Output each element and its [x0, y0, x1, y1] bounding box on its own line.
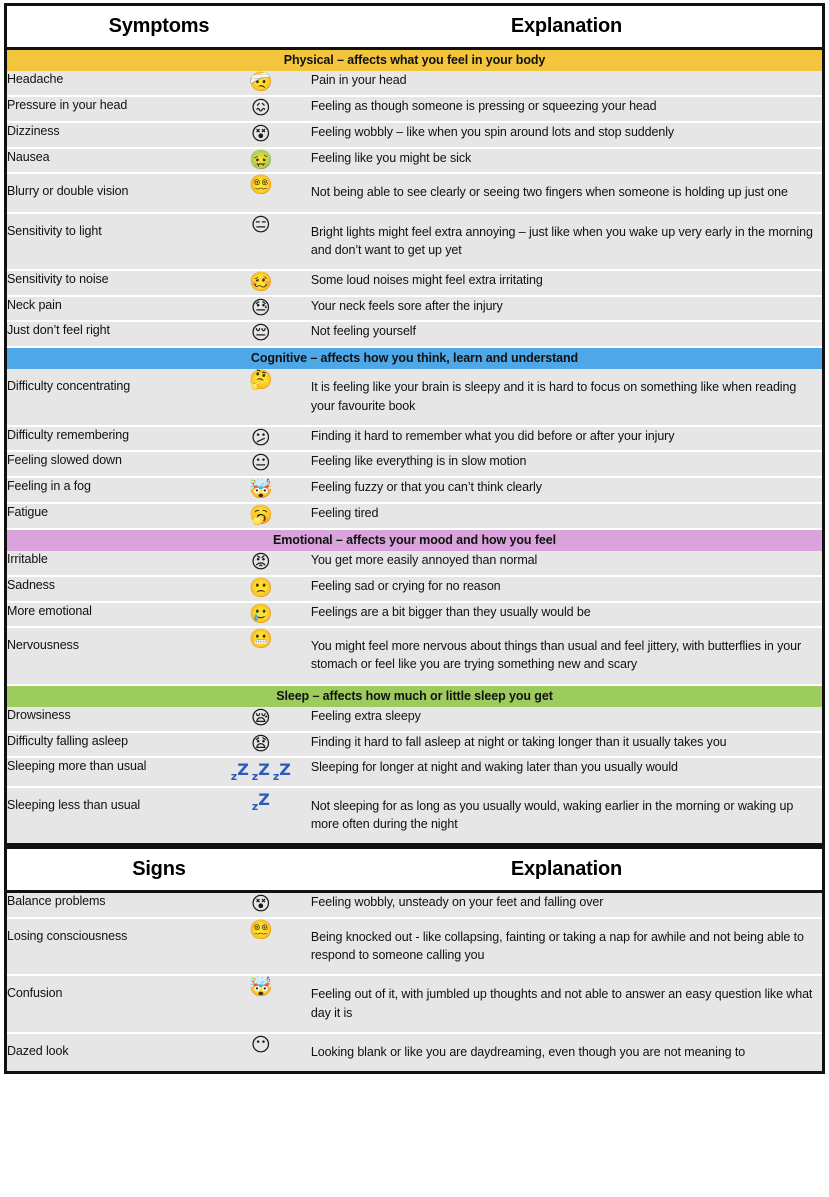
symptom-label: Dizziness: [6, 122, 211, 148]
symptom-explanation: Feeling extra sleepy: [311, 707, 824, 732]
section-band-physical-label: Physical – affects what you feel in your body: [6, 49, 824, 72]
symptoms-header-right-cell: [311, 5, 824, 49]
symptom-label: Sleeping less than usual: [6, 787, 211, 845]
emoji-glyph: 😬: [248, 628, 273, 651]
emoji-glyph: 😶: [250, 1033, 271, 1056]
face-without-mouth-emoji: [211, 1033, 311, 1073]
nauseated-face-emoji: [211, 148, 311, 174]
section-band-cognitive: [6, 347, 824, 369]
section-band-physical: [6, 49, 824, 72]
emoji-glyph: 🤯: [248, 478, 273, 501]
emoji-glyph: 😓: [250, 296, 271, 319]
symptom-label: Difficulty remembering: [6, 426, 211, 452]
symptom-label: Neck pain: [6, 296, 211, 322]
symptom-explanation: Pain in your head: [311, 71, 824, 96]
symptom-explanation: Feeling like you might be sick: [311, 148, 824, 174]
signs-header-row: [6, 848, 824, 892]
emoji-glyph: 😕: [250, 426, 271, 449]
expressionless-face-emoji: [211, 213, 311, 270]
symptom-explanation: Not being able to see clearly or seeing two fingers when someone is holding up just one: [311, 173, 824, 212]
symptom-label: Difficulty falling asleep: [6, 732, 211, 758]
symptom-label: Sadness: [6, 576, 211, 602]
symptom-explanation: Feelings are a bit bigger than they usually would be: [311, 602, 824, 628]
symptom-label: Feeling in a fog: [6, 477, 211, 503]
zzz-glyphs: $z^Z$: [251, 790, 270, 814]
emoji-glyph: 🥱: [248, 503, 273, 526]
sign-label: Dazed look: [6, 1033, 211, 1073]
signs-column-title: Signs: [132, 858, 186, 881]
explanation-column-title: Explanation: [510, 15, 622, 37]
emoji-glyph: 🥲: [248, 602, 273, 625]
emoji-glyph: 🤯: [248, 976, 273, 999]
confounded-face-emoji: [211, 96, 311, 122]
section-band-sleep: [6, 685, 824, 707]
emoji-glyph: 😧: [250, 732, 271, 755]
emoji-glyph: 😵‍💫: [248, 919, 273, 942]
symptom-label: Drowsiness: [6, 707, 211, 732]
exploding-head-emoji: [211, 477, 311, 503]
sleepy-face-emoji: [211, 707, 311, 732]
head-bandage-emoji: [211, 71, 311, 96]
exploding-head-emoji: [211, 975, 311, 1032]
symptom-explanation: Feeling sad or crying for no reason: [311, 576, 824, 602]
zzz-glyphs: $z^Z$ $z^Z$ $z^Z$: [230, 760, 291, 784]
symptom-explanation: It is feeling like your brain is sleepy and it is hard to focus on something like when reading your favourite book: [311, 369, 824, 425]
emoji-glyph: 🙁: [248, 576, 273, 599]
symptom-explanation: Not feeling yourself: [311, 321, 824, 347]
table-row: [6, 757, 824, 787]
symptom-explanation: Your neck feels sore after the injury: [311, 296, 824, 322]
dizzy-face-emoji: [211, 122, 311, 148]
symptom-label: Sensitivity to light: [6, 213, 211, 270]
emoji-glyph: 😵‍💫: [248, 174, 273, 197]
signs-explanation-column-title: Explanation: [510, 858, 622, 881]
emoji-glyph: 🥴: [248, 270, 273, 293]
table-row: [6, 173, 824, 212]
table-row: [6, 477, 824, 503]
section-band-sleep-label: Sleep – affects how much or little sleep you get: [6, 685, 824, 707]
sign-label: Confusion: [6, 975, 211, 1032]
emoji-glyph: 😑: [250, 213, 271, 236]
section-band-emotional: [6, 529, 824, 551]
emoji-glyph: 😖: [250, 97, 271, 120]
table-row: [6, 122, 824, 148]
symptom-label: Difficulty concentrating: [6, 369, 211, 425]
symptom-label: Fatigue: [6, 503, 211, 529]
table-row: [6, 148, 824, 174]
symptom-label: Blurry or double vision: [6, 173, 211, 212]
single-zzz-icon: [211, 787, 311, 845]
symptom-explanation: You might feel more nervous about things than usual and feel jittery, with butterflies in your stomach or feel like you are trying something new and scary: [311, 627, 824, 684]
pensive-face-emoji: [211, 321, 311, 347]
emoji-glyph: 🤢: [248, 148, 273, 171]
table-row: [6, 576, 824, 602]
emoji-glyph: 🤕: [248, 71, 273, 94]
table-row: [6, 451, 824, 477]
table-row: [6, 426, 824, 452]
emoji-glyph: 😵: [250, 122, 271, 145]
emoji-glyph: 😐: [250, 452, 271, 475]
table-row: [6, 975, 824, 1032]
slightly-frowning-face-emoji: [211, 576, 311, 602]
signs-table: [4, 846, 825, 1073]
thinking-face-emoji: [211, 369, 311, 425]
sign-explanation: Feeling out of it, with jumbled up thoughts and not able to answer an easy question like what day it is: [311, 975, 824, 1032]
symptom-label: Sleeping more than usual: [6, 757, 211, 787]
symptom-label: Sensitivity to noise: [6, 270, 211, 296]
sign-explanation: Looking blank or like you are daydreaming, even though you are not meaning to: [311, 1033, 824, 1073]
table-row: [6, 602, 824, 628]
table-row: [6, 627, 824, 684]
dizzy-face-emoji: [211, 892, 311, 918]
symptom-explanation: Finding it hard to fall asleep at night or taking longer than it usually takes you: [311, 732, 824, 758]
symptom-label: Irritable: [6, 551, 211, 576]
yawning-face-emoji: [211, 503, 311, 529]
emoji-glyph: 😪: [250, 706, 271, 729]
sign-explanation: Being knocked out - like collapsing, fainting or taking a nap for awhile and not being able to respond to someone calling you: [311, 918, 824, 975]
table-row: [6, 71, 824, 96]
signs-header-left-cell: [6, 848, 311, 892]
symptoms-column-title: Symptoms: [108, 15, 210, 37]
table-row: [6, 213, 824, 270]
symptom-label: Just don’t feel right: [6, 321, 211, 347]
spiral-eyes-face-emoji: [211, 173, 311, 212]
symptom-label: Headache: [6, 71, 211, 96]
table-row: [6, 787, 824, 845]
symptoms-header-left-cell: [6, 5, 311, 49]
symptom-label: Pressure in your head: [6, 96, 211, 122]
emoji-glyph: 😵: [250, 893, 271, 916]
confused-face-emoji: [211, 426, 311, 452]
table-row: [6, 551, 824, 576]
downcast-face-with-sweat-emoji: [211, 296, 311, 322]
symptom-explanation: Feeling wobbly – like when you spin around lots and stop suddenly: [311, 122, 824, 148]
emoji-glyph: 😔: [250, 322, 271, 345]
symptoms-table: [4, 3, 825, 846]
table-row: [6, 296, 824, 322]
symptom-explanation: Not sleeping for as long as you usually would, waking earlier in the morning or waking up more often during the night: [311, 787, 824, 845]
table-row: [6, 1033, 824, 1073]
symptom-explanation: Feeling tired: [311, 503, 824, 529]
table-row: [6, 321, 824, 347]
table-row: [6, 270, 824, 296]
emoji-glyph: 😡: [250, 551, 271, 573]
symptom-explanation: Bright lights might feel extra annoying – just like when you wake up very early in the morning and don’t want to get up yet: [311, 213, 824, 270]
pouting-face-emoji: [211, 551, 311, 576]
symptom-explanation: Feeling as though someone is pressing or squeezing your head: [311, 96, 824, 122]
sign-label: Balance problems: [6, 892, 211, 918]
symptom-label: More emotional: [6, 602, 211, 628]
smiling-face-with-tear-emoji: [211, 602, 311, 628]
symptom-explanation: Feeling like everything is in slow motion: [311, 451, 824, 477]
woozy-face-emoji: [211, 270, 311, 296]
table-row: [6, 892, 824, 918]
table-row: [6, 96, 824, 122]
table-row: [6, 369, 824, 425]
section-band-cognitive-label: Cognitive – affects how you think, learn and understand: [6, 347, 824, 369]
signs-header-right-cell: [311, 848, 824, 892]
symptom-label: Nervousness: [6, 627, 211, 684]
symptom-label: Nausea: [6, 148, 211, 174]
symptom-explanation: Feeling fuzzy or that you can’t think clearly: [311, 477, 824, 503]
section-band-emotional-label: Emotional – affects your mood and how you feel: [6, 529, 824, 551]
emoji-glyph: 🤔: [248, 369, 273, 392]
knocked-out-face-emoji: [211, 918, 311, 975]
symptom-explanation: Sleeping for longer at night and waking later than you usually would: [311, 757, 824, 787]
table-row: [6, 707, 824, 732]
table-row: [6, 732, 824, 758]
sign-explanation: Feeling wobbly, unsteady on your feet and falling over: [311, 892, 824, 918]
sign-label: Losing consciousness: [6, 918, 211, 975]
symptom-explanation: Finding it hard to remember what you did before or after your injury: [311, 426, 824, 452]
triple-zzz-icon: [211, 757, 311, 787]
symptoms-header-row: [6, 5, 824, 49]
anguished-face-emoji: [211, 732, 311, 758]
symptom-explanation: Some loud noises might feel extra irritating: [311, 270, 824, 296]
grimacing-face-emoji: [211, 627, 311, 684]
neutral-face-emoji: [211, 451, 311, 477]
table-row: [6, 918, 824, 975]
symptom-explanation: You get more easily annoyed than normal: [311, 551, 824, 576]
symptom-label: Feeling slowed down: [6, 451, 211, 477]
table-row: [6, 503, 824, 529]
